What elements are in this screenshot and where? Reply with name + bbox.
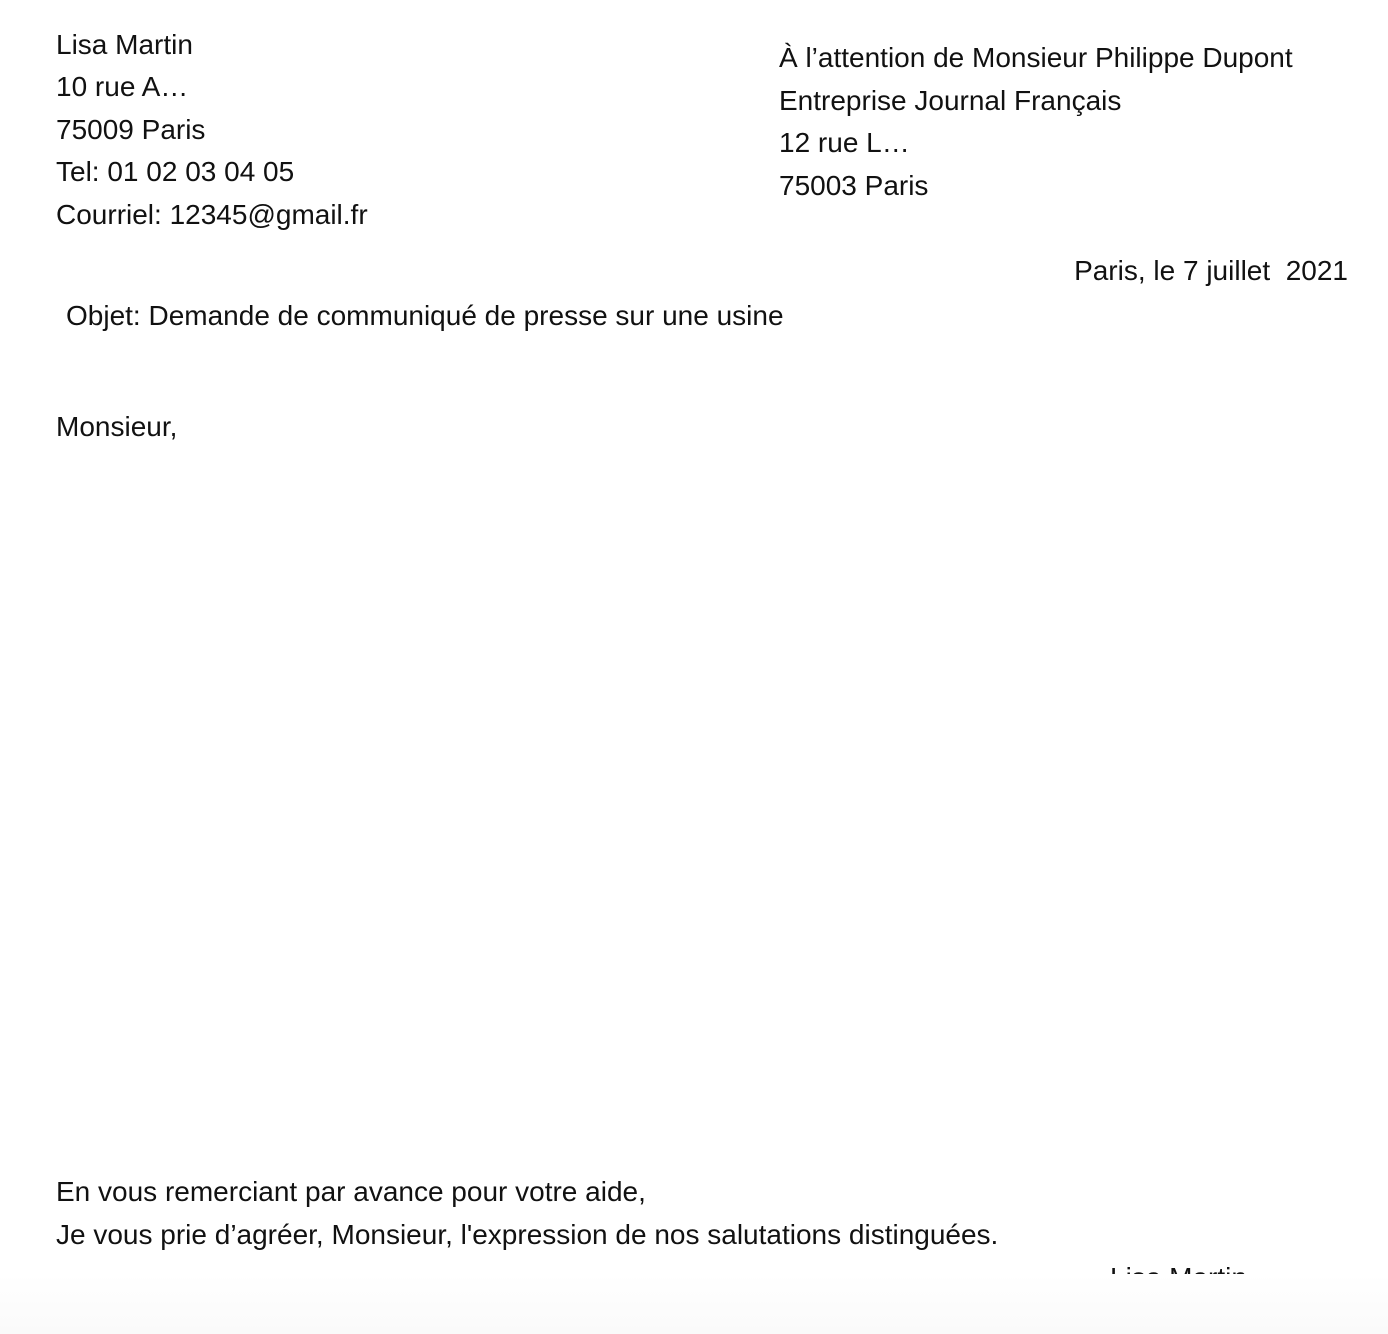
sender-city: 75009 Paris <box>56 114 206 145</box>
closing-line-2: Je vous prie d’agréer, Monsieur, l'expression de nos salutations distinguées. <box>56 1219 999 1250</box>
subject-line: Objet: Demande de communiqué de presse sur une usine <box>66 300 784 331</box>
page-bottom-edge <box>0 1274 1388 1334</box>
salutation: Monsieur, <box>56 411 178 442</box>
recipient-attention: À l’attention de Monsieur Philippe Dupont <box>779 42 1293 73</box>
sender-street: 10 rue A… <box>56 71 189 102</box>
closing-line-1: En vous remerciant par avance pour votre aide, <box>56 1176 646 1207</box>
place-date: Paris, le 7 juillet 2021 <box>1074 255 1348 286</box>
recipient-street: 12 rue L… <box>779 127 910 158</box>
recipient-company: Entreprise Journal Français <box>779 85 1122 116</box>
recipient-city: 75003 Paris <box>779 170 929 201</box>
sender-name: Lisa Martin <box>56 29 193 60</box>
sender-phone: Tel: 01 02 03 04 05 <box>56 156 295 187</box>
sender-email: Courriel: 12345@gmail.fr <box>56 199 368 230</box>
